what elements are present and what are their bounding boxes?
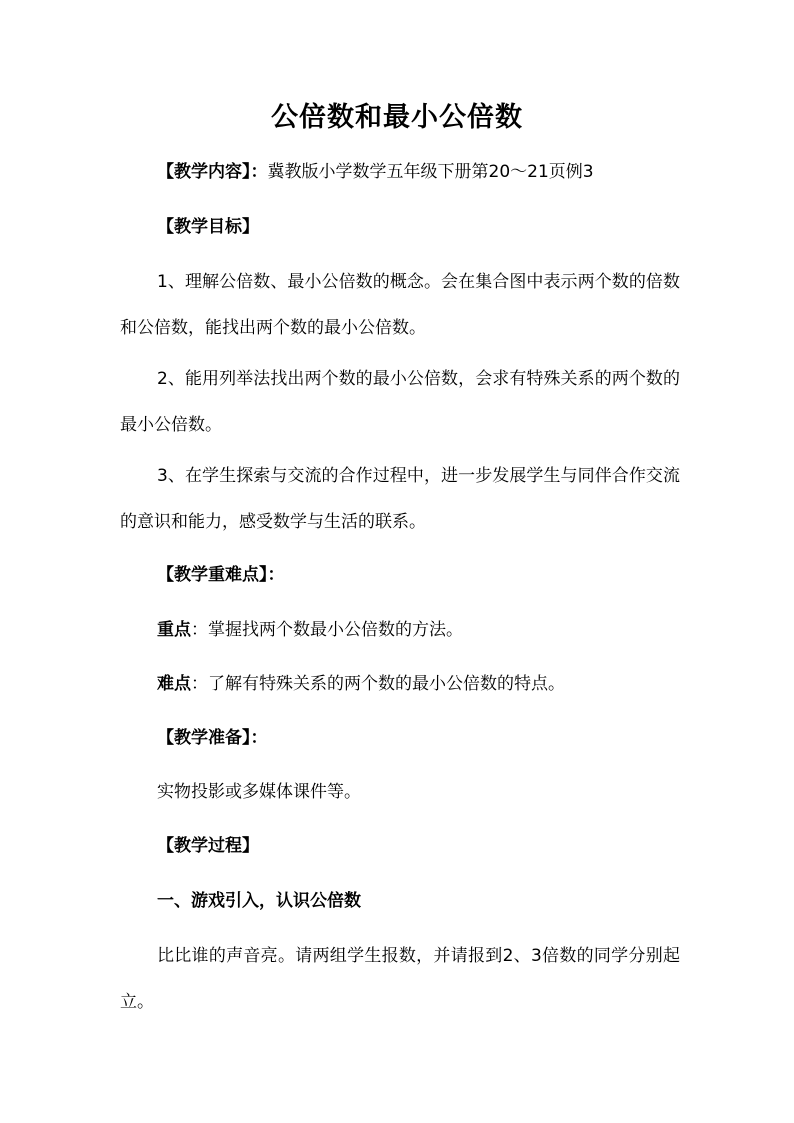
- teaching-content-colon: ：: [250, 162, 268, 182]
- goal-item-1: 1、理解公倍数、最小公倍数的概念。会在集合图中表示两个数的倍数和公倍数，能找出两个数的最小公倍数。: [120, 272, 680, 338]
- section1-text: 比比谁的声音亮。请两组学生报数，并请报到2、3倍数的同学分别起立。: [120, 946, 680, 1012]
- difficulty-label: 难点: [157, 674, 191, 694]
- prep-heading: 【教学准备】：: [157, 728, 268, 748]
- difficulty-text: ：了解有特殊关系的两个数的最小公倍数的特点。: [191, 674, 565, 694]
- difficulty-line: [157, 671, 676, 697]
- goals-heading: 【教学目标】: [157, 217, 259, 237]
- keypoint-text: ：掌握找两个数最小公倍数的方法。: [191, 620, 463, 640]
- teaching-content-line: [157, 159, 676, 185]
- process-heading: 【教学过程】: [157, 836, 259, 856]
- teaching-content-label: 【教学内容】: [157, 162, 251, 182]
- prep-text: 实物投影或多媒体课件等。: [157, 782, 361, 802]
- keypoints-heading: 【教学重难点】：: [157, 565, 285, 585]
- document-title: 公倍数和最小公倍数: [271, 102, 523, 133]
- section1-heading: 一、游戏引入，认识公倍数: [157, 891, 361, 911]
- keypoint-line: [157, 617, 676, 643]
- goal-item-3: 3、在学生探索与交流的合作过程中，进一步发展学生与同伴合作交流的意识和能力，感受数学与生活的联系。: [120, 466, 680, 532]
- goal-item-2: 2、能用列举法找出两个数的最小公倍数，会求有特殊关系的两个数的最小公倍数。: [120, 369, 680, 435]
- keypoint-label: 重点: [157, 620, 191, 640]
- teaching-content-text: 冀教版小学数学五年级下册第20～21页例3: [267, 162, 594, 182]
